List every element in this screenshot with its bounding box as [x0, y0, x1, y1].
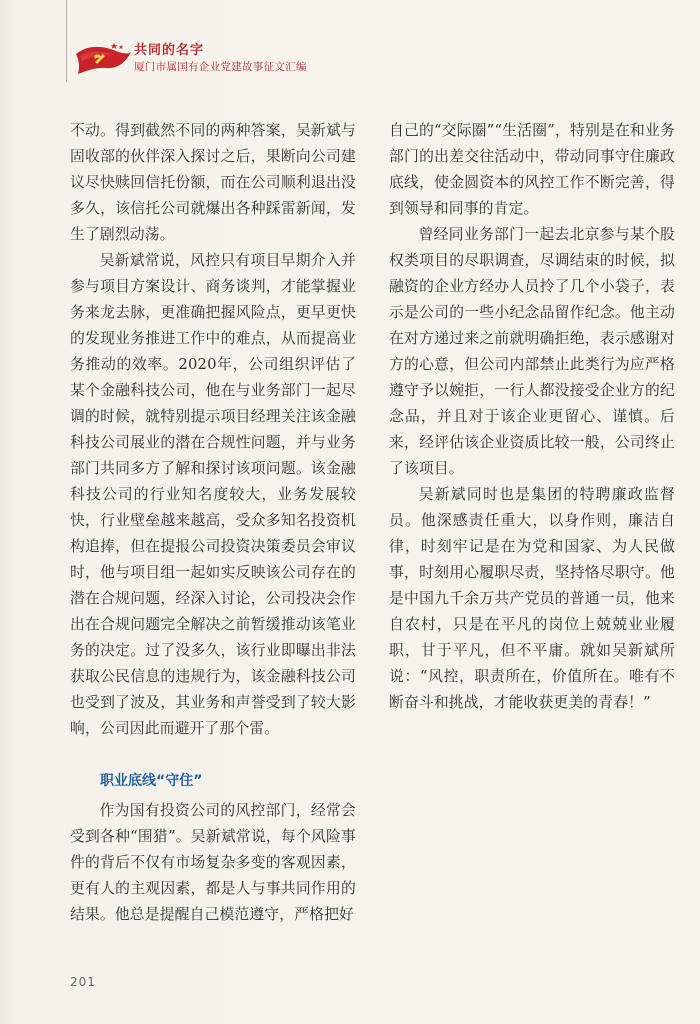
right-text-column — [389, 118, 675, 716]
paragraph: 曾经同业务部门一起去北京参与某个股权类项目的尽职调查，尽调结束的时候，拟融资的企业方经办人员拎了几个小袋子，表示是公司的一些小纪念品留作纪念。他主动在对方递过来之前就明确拒绝，表示感谢对方的心意，但公司内部禁止此类行为应严格遵守予以婉拒，一行人都没接受企业方的纪念品，并且对于该企业更留心、谨慎。后来，经评估该企业资质比较一般，公司终止了该项目。 — [389, 226, 675, 477]
paragraph: 自己的“交际圈”“生活圈”，特别是在和业务部门的出差交往活动中，带动同事守住廉政底线，使金圆资本的风控工作不断完善，得到领导和同事的肯定。 — [389, 122, 675, 217]
paragraph: 吴新斌常说，风控只有项目早期介入并参与项目方案设计、商务谈判，才能掌握业务来龙去脉，更准确把握风险点，更早更快的发现业务推进工作中的难点，从而提高业务推动的效率。2020年，公司组织评估了某个金融科技公司，他在与业务部门一起尽调的时候，就特别提示项目经理关注该金融科技公司展业的潜在合规性问题，并与业务部门共同多方了解和探讨该项问题。该金融科技公司的行业知名度较大，业务发展较快，行业壁垒越来越高，受众多知名投资机构追捧，但在提报公司投资决策委员会审议时，他与项目组一起如实反映该公司存在的潜在合规问题，经深入讨论，公司投决会作出在合规问题完全解决之前暂缓推动该笔业务的决定。过了没多久，该行业即曝出非法获取公民信息的违规行为，该金融科技公司也受到了波及，其业务和声誉受到了较大影响，公司因此而避开了那个雷。 — [70, 252, 356, 737]
paragraph: 作为国有投资公司的风控部门，经常会受到各种“围猎”。吴新斌常说，每个风险事件的背后不仅有市场复杂多变的客观因素，更有人的主观因素，都是人与事共同作用的结果。他总是提醒自己模范遵守，严格把好 — [70, 802, 356, 923]
paragraph: 吴新斌同时也是集团的特聘廉政监督员。他深感责任重大，以身作则，廉洁自律，时刻牢记是在为党和国家、为人民做事，时刻用心履职尽责，坚持恪尽职守。他是中国九千余万共产党员的普通一员，他来自农村，只是在平凡的岗位上兢兢业业履职，甘于平凡，但不平庸。就如吴新斌所说：“风控，职责所在，价值所在。唯有不断奋斗和挑战，才能收获更美的青春！” — [389, 486, 675, 711]
running-header — [74, 36, 414, 82]
header-divider-line — [66, 0, 67, 82]
book-subtitle: 厦门市属国有企业党建故事征文汇编 — [134, 61, 307, 73]
page-number: 201 — [70, 975, 96, 989]
section-heading: 职业底线“守住” — [100, 773, 203, 789]
party-flag-icon — [74, 42, 132, 76]
book-title: 共同的名字 — [134, 43, 205, 58]
left-text-column — [70, 118, 356, 928]
paragraph: 不动。得到截然不同的两种答案，吴新斌与固收部的伙伴深入探讨之后，果断向公司建议尽快赎回信托份额，而在公司顺利退出没多久，该信托公司就爆出各种踩雷新闻，发生了剧烈动荡。 — [70, 122, 356, 243]
